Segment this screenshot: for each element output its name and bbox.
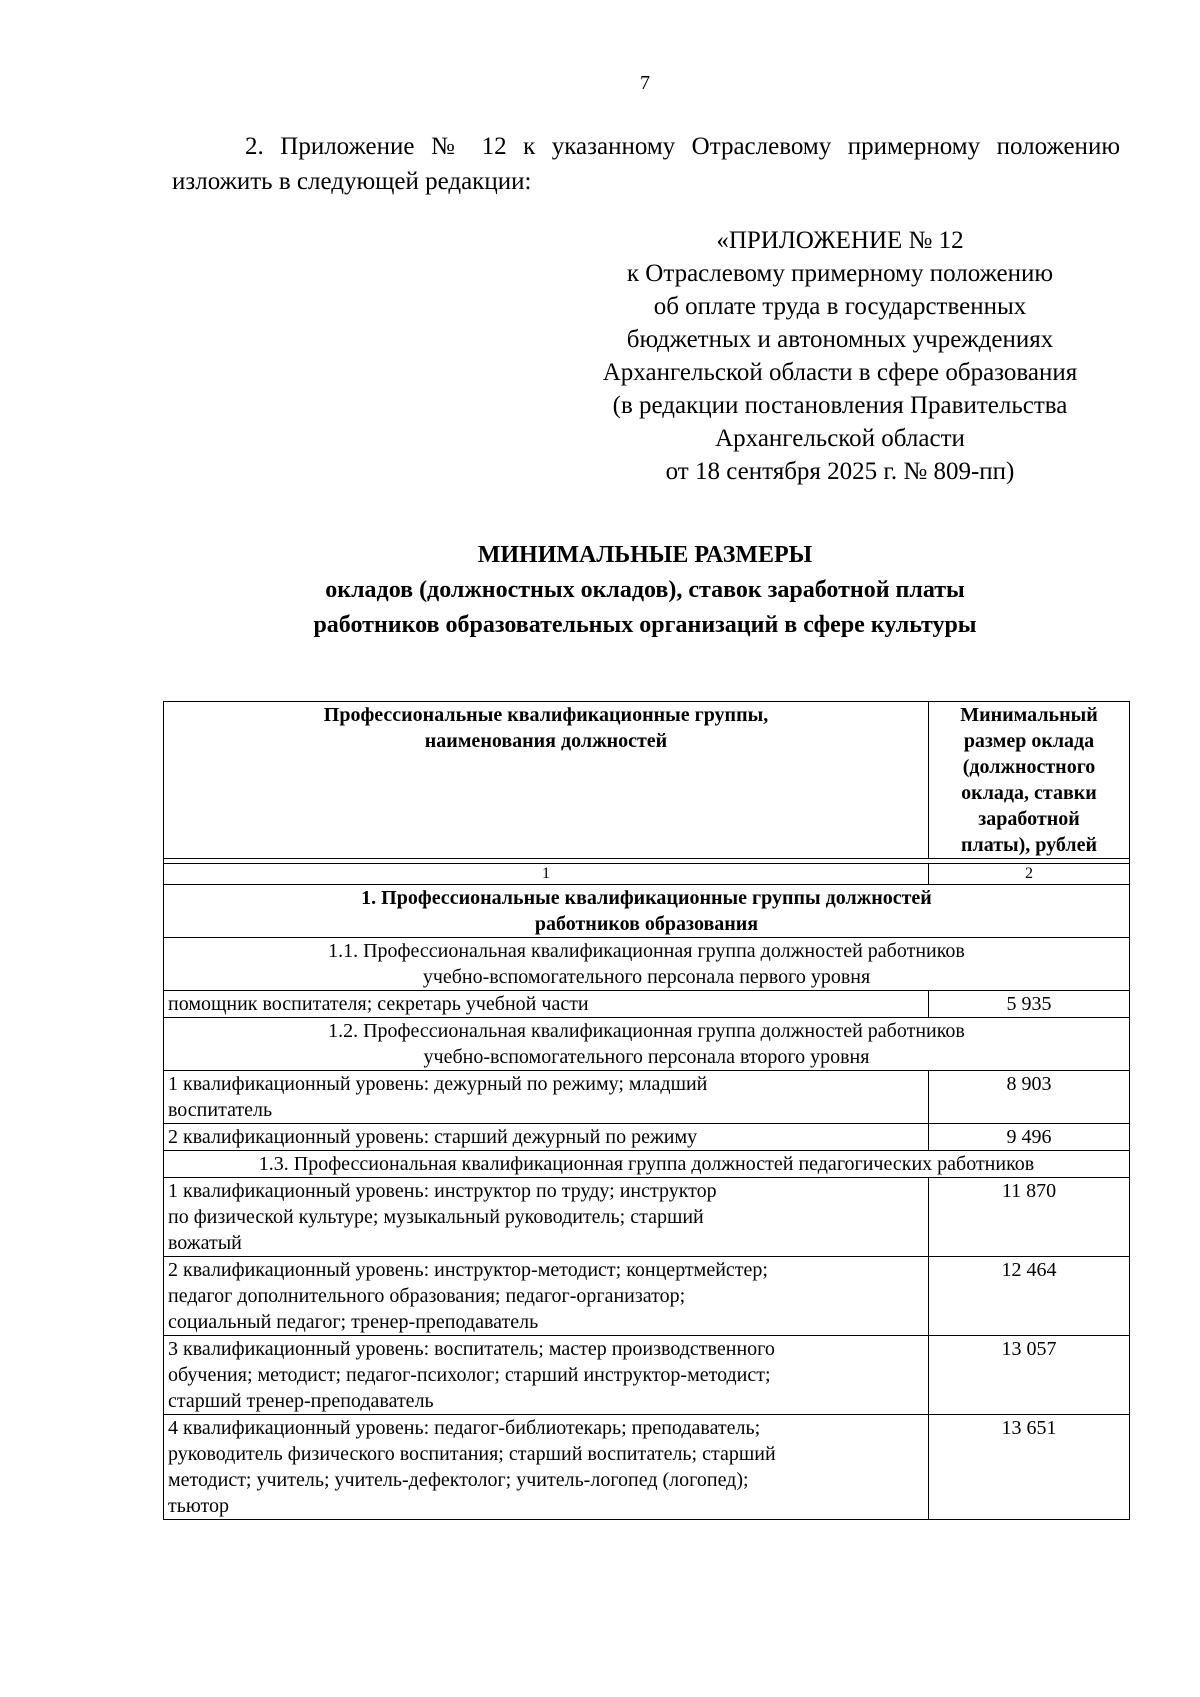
table-row	[164, 1071, 1130, 1124]
salary-value: 13 651	[929, 1415, 1130, 1520]
table-row	[164, 1336, 1130, 1415]
header-line: Профессиональные квалификационные группы,	[323, 704, 769, 726]
header-line: наименования должностей	[424, 730, 668, 752]
table-row	[164, 1415, 1130, 1520]
title-line: МИНИМАЛЬНЫЕ РАЗМЕРЫ	[477, 542, 813, 568]
position-cell: помощник воспитателя; секретарь учебной части	[164, 991, 929, 1018]
salary-value: 13 057	[929, 1336, 1130, 1415]
header-line: платы), рублей	[960, 834, 1098, 856]
title-line: работников образовательных организаций в сфере культуры	[313, 612, 977, 638]
header-groups-cell	[164, 702, 929, 859]
position-cell: 1 квалификационный уровень: дежурный по режиму; младший воспитатель	[164, 1071, 929, 1124]
table-row	[164, 991, 1130, 1018]
table-row	[164, 1257, 1130, 1336]
appendix-line: об оплате труда в государственных	[653, 293, 1027, 320]
salary-value: 12 464	[929, 1257, 1130, 1336]
position-cell: 1 квалификационный уровень: инструктор по труду; инструктор по физической культуре; музыкальный руководитель; старший вожатый	[164, 1178, 929, 1257]
header-line: Минимальный	[960, 704, 1098, 726]
group-row	[164, 1018, 1130, 1071]
appendix-line: Архангельской области в сфере образования	[602, 359, 1078, 386]
header-salary-cell	[929, 702, 1130, 859]
appendix-line: (в редакции постановления Правительства	[612, 392, 1068, 419]
group-row	[164, 1151, 1130, 1178]
document-title	[100, 538, 1190, 643]
column-number: 1	[164, 864, 929, 885]
group-row	[164, 938, 1130, 991]
section-row	[164, 885, 1130, 938]
group-heading: 1.1. Профессиональная квалификационная группа должностей работников учебно-вспомогательного персонала первого уровня	[164, 938, 1130, 991]
intro-line-2: изложить в следующей редакции:	[172, 168, 532, 195]
group-heading: 1.3. Профессиональная квалификационная группа должностей педагогических работников	[164, 1151, 1130, 1178]
intro-line-1: 2. Приложение № 12 к указанному Отраслевому примерному положению	[245, 133, 1120, 160]
salary-value: 5 935	[929, 991, 1130, 1018]
position-cell: 2 квалификационный уровень: инструктор-методист; концертмейстер; педагог дополнительного образования; педагог-организатор; социальный педагог; тренер-преподаватель	[164, 1257, 929, 1336]
header-line: оклада, ставки	[961, 782, 1097, 804]
header-line: (должностного	[962, 756, 1096, 778]
salary-value: 11 870	[929, 1178, 1130, 1257]
appendix-line: Архангельской области	[715, 425, 965, 452]
group-heading: 1.2. Профессиональная квалификационная группа должностей работников учебно-вспомогательного персонала второго уровня	[164, 1018, 1130, 1071]
header-line: размер оклада	[963, 730, 1095, 752]
header-line: заработной	[978, 808, 1080, 830]
appendix-line: от 18 сентября 2025 г. № 809-пп)	[665, 458, 1015, 485]
position-cell: 4 квалификационный уровень: педагог-библиотекарь; преподаватель; руководитель физического воспитания; старший воспитатель; старший методист; учитель; учитель-дефектолог; учитель-логопед (логопед); тьютор	[164, 1415, 929, 1520]
page-number: 7	[640, 72, 650, 94]
appendix-line: бюджетных и автономных учреждениях	[626, 326, 1054, 353]
salary-value: 8 903	[929, 1071, 1130, 1124]
position-cell: 2 квалификационный уровень: старший дежурный по режиму	[164, 1124, 929, 1151]
title-line: окладов (должностных окладов), ставок заработной платы	[325, 577, 965, 603]
salary-table	[163, 701, 1130, 1520]
position-cell: 3 квалификационный уровень: воспитатель; мастер производственного обучения; методист; педагог-психолог; старший инструктор-методист; старший тренер-преподаватель	[164, 1336, 929, 1415]
intro-paragraph	[172, 129, 1120, 199]
section-heading: 1. Профессиональные квалификационные группы должностей работников образования	[164, 885, 1130, 938]
table-row	[164, 1178, 1130, 1257]
column-number-row	[164, 864, 1130, 885]
table-header-row	[164, 702, 1130, 859]
appendix-heading	[540, 224, 1140, 488]
table-row	[164, 1124, 1130, 1151]
column-number: 2	[929, 864, 1130, 885]
salary-value: 9 496	[929, 1124, 1130, 1151]
appendix-line: к Отраслевому примерному положению	[626, 260, 1054, 287]
appendix-line: «ПРИЛОЖЕНИЕ № 12	[716, 227, 964, 254]
